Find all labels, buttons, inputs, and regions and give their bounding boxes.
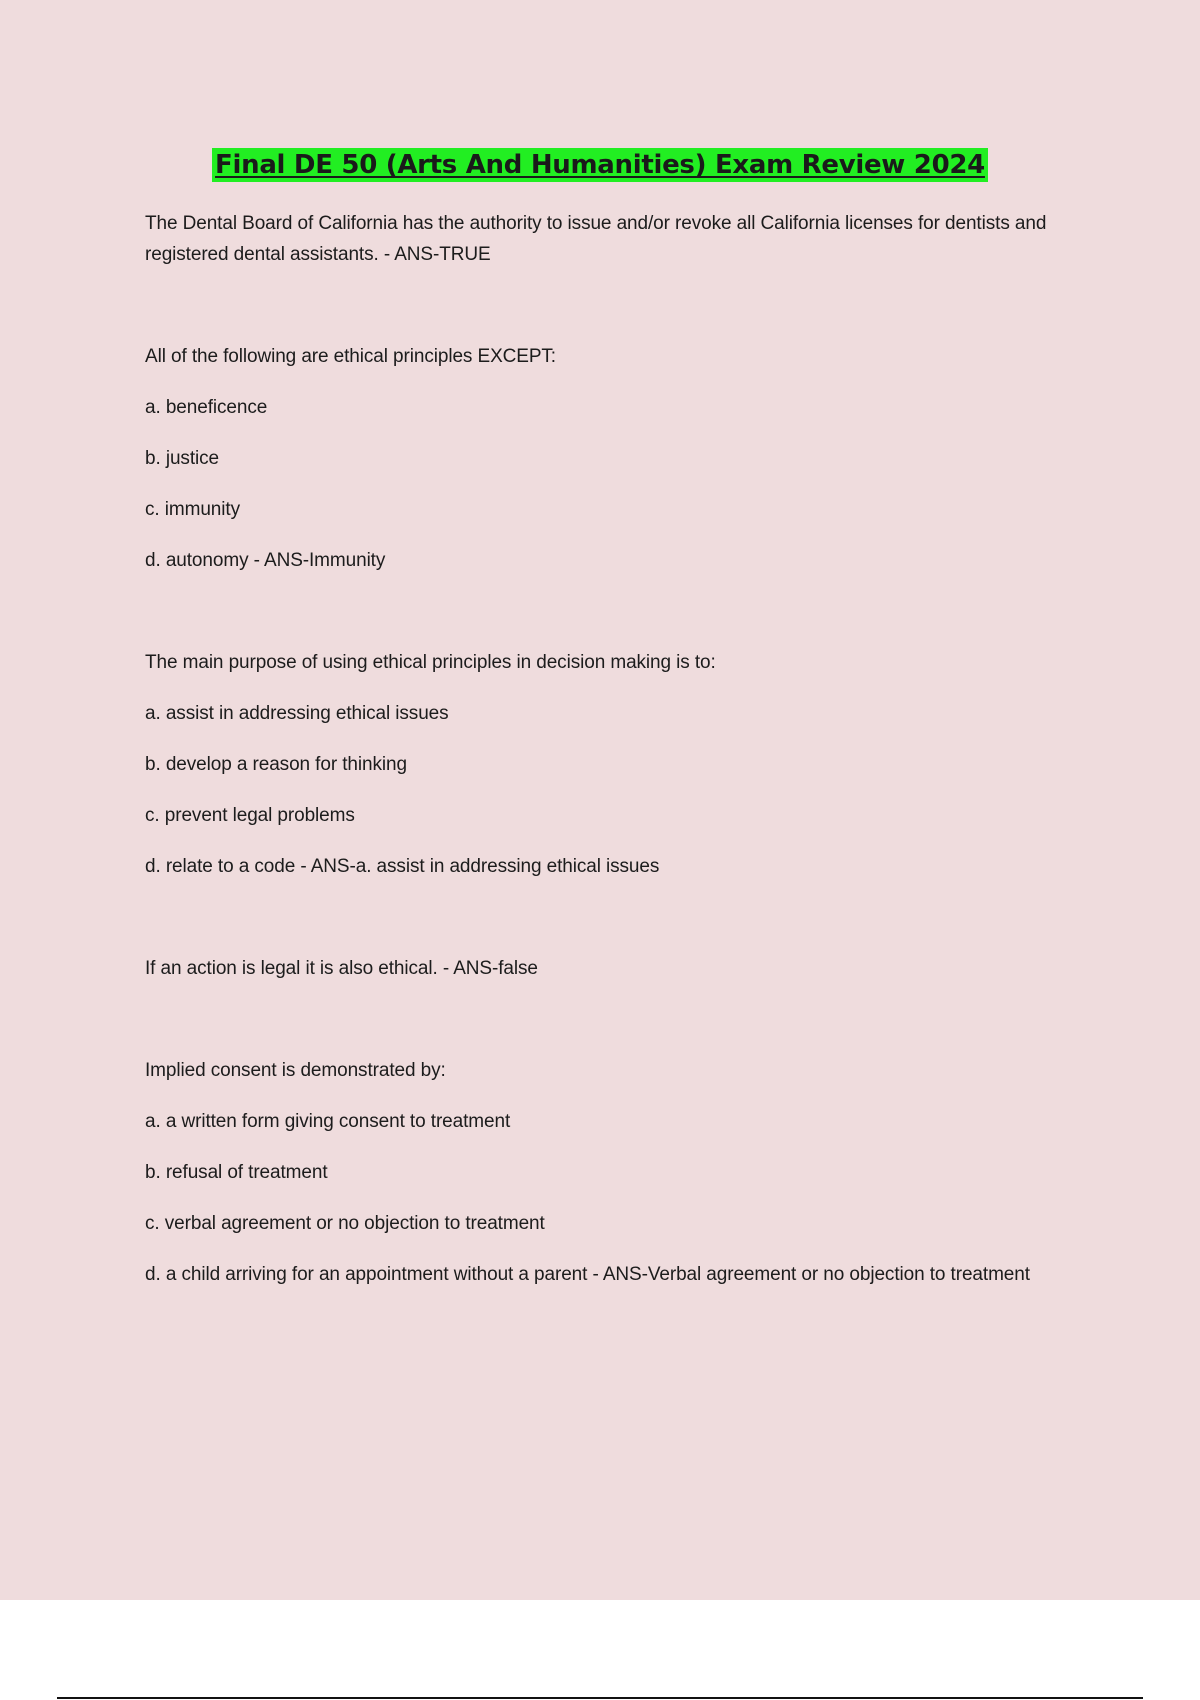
question-3-option-a: a. assist in addressing ethical issues: [145, 703, 449, 724]
question-3: [145, 647, 1095, 882]
footer-divider: [57, 1697, 1143, 1699]
question-1: [145, 208, 1095, 270]
question-2: [145, 341, 1095, 576]
question-2-option-c: c. immunity: [145, 499, 240, 520]
question-5-option-c: c. verbal agreement or no objection to treatment: [145, 1213, 545, 1234]
question-5-text: Implied consent is demonstrated by:: [145, 1060, 446, 1081]
document-body: [145, 208, 1095, 1290]
question-3-option-d: d. relate to a code - ANS-a. assist in addressing ethical issues: [145, 856, 660, 877]
question-5-option-d: d. a child arriving for an appointment without a parent - ANS-Verbal agreement or no objection to treatment: [145, 1264, 1030, 1285]
question-5-option-a: a. a written form giving consent to treatment: [145, 1111, 511, 1132]
question-4: [145, 953, 1095, 984]
document-title: Final DE 50 (Arts And Humanities) Exam Review 2024: [212, 148, 988, 182]
question-2-option-b: b. justice: [145, 448, 219, 469]
question-2-option-a: a. beneficence: [145, 397, 268, 418]
title-container: [0, 148, 1200, 182]
question-5-option-b: b. refusal of treatment: [145, 1162, 328, 1183]
question-2-text: All of the following are ethical principles EXCEPT:: [145, 346, 556, 367]
question-3-option-c: c. prevent legal problems: [145, 805, 355, 826]
question-3-option-b: b. develop a reason for thinking: [145, 754, 407, 775]
question-4-text: If an action is legal it is also ethical. - ANS-false: [145, 958, 538, 979]
question-1-text: The Dental Board of California has the authority to issue and/or revoke all California licenses for dentists and registered dental assistants. - ANS-TRUE: [145, 213, 1047, 265]
question-5: [145, 1055, 1095, 1290]
question-2-option-d: d. autonomy - ANS-Immunity: [145, 550, 386, 571]
question-3-text: The main purpose of using ethical principles in decision making is to:: [145, 652, 716, 673]
